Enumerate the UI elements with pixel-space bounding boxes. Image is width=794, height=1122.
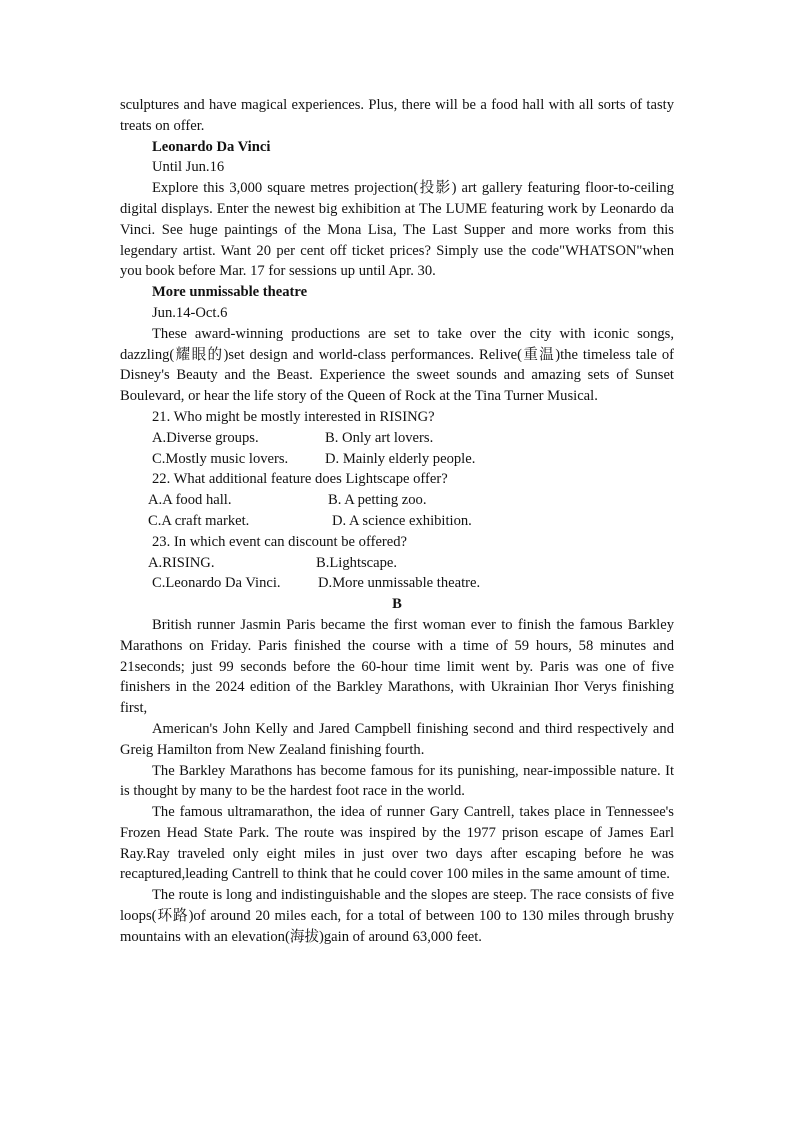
- question-23-options-row-1: [120, 553, 674, 574]
- option-b: B. A petting zoo.: [328, 492, 427, 509]
- option-d: D.More unmissable theatre.: [318, 575, 481, 592]
- option-b: B. Only art lovers.: [325, 429, 434, 446]
- option-c: C.Mostly music lovers.: [152, 450, 289, 467]
- question-21-options-row-2: [120, 449, 674, 470]
- event-date-theatre: Jun.14-Oct.6: [152, 304, 228, 321]
- option-b: B.Lightscape.: [316, 554, 398, 571]
- option-a: A.A food hall.: [148, 492, 232, 509]
- section-b-paragraph: The Barkley Marathons has become famous for its punishing, near-impossible nature. It is thought by many to be the hardest foot race in the world.: [120, 762, 674, 800]
- option-c: C.Leonardo Da Vinci.: [152, 575, 281, 592]
- option-d: D. Mainly elderly people.: [325, 450, 476, 467]
- question-22-options-row-1: [120, 490, 674, 511]
- section-b-paragraph: British runner Jasmin Paris became the first woman ever to finish the famous Barkley Marathons on Friday. Paris finished the course with a time of 59 hours, 58 minutes and 21seconds; just 99 seconds before the 60-hour time limit went by. Paris was one of five finishers in the 2024 edition of the Barkley Marathons, with Ukrainian Ihor Verys finishing first,: [120, 616, 674, 717]
- event-title-leonardo: Leonardo Da Vinci: [152, 138, 271, 155]
- paragraph-continued: sculptures and have magical experiences. Plus, there will be a food hall with all sorts of tasty treats on offer.: [120, 97, 674, 134]
- option-a: A.Diverse groups.: [152, 429, 259, 446]
- event-date-leonardo: Until Jun.16: [152, 159, 225, 176]
- question-22-stem: 22. What additional feature does Lightscape offer?: [152, 471, 448, 488]
- document-page: [120, 95, 674, 948]
- event-body-theatre: These award-winning productions are set to take over the city with iconic songs, dazzling(耀眼的)set design and world-class performances. Relive(重温)the timeless tale of Disney's Beauty and the Beast. Experience the sweet sounds and amazing sets of Sunset Boulevard, or hear the life story of the Queen of Rock at the Tina Turner Musical.: [120, 325, 674, 405]
- question-21-stem: 21. Who might be mostly interested in RISING?: [152, 408, 435, 425]
- question-23-stem: 23. In which event can discount be offered?: [152, 533, 408, 550]
- option-c: C.A craft market.: [148, 512, 250, 529]
- option-d: D. A science exhibition.: [332, 512, 472, 529]
- event-title-theatre: More unmissable theatre: [152, 284, 308, 301]
- section-b-label: B: [392, 596, 402, 613]
- question-22-options-row-2: [120, 511, 674, 532]
- section-b-paragraph: American's John Kelly and Jared Campbell finishing second and third respectively and Greig Hamilton from New Zealand finishing fourth.: [120, 720, 674, 758]
- question-23-options-row-2: [120, 573, 674, 594]
- question-21-options-row-1: [120, 428, 674, 449]
- section-b-paragraph: The route is long and indistinguishable and the slopes are steep. The race consists of five loops(环路)of around 20 miles each, for a total of between 100 to 130 miles through brushy mountains with an elevation(海拔)gain of around 63,000 feet.: [120, 887, 674, 945]
- option-a: A.RISING.: [148, 554, 215, 571]
- event-body-leonardo: Explore this 3,000 square metres projection(投影) art gallery featuring floor-to-ceiling digital displays. Enter the newest big exhibition at The LUME featuring work by Leonardo da Vinci. See huge paintings of the Mona Lisa, The Last Supper and more works from this legendary artist. Want 20 per cent off ticket prices? Simply use the code"WHATSON"when you book before Mar. 17 for sessions up until Apr. 30.: [120, 180, 674, 280]
- section-b-paragraph: The famous ultramarathon, the idea of runner Gary Cantrell, takes place in Tennessee's Frozen Head State Park. The route was inspired by the 1977 prison escape of James Earl Ray.Ray traveled only eight miles in just over two days after escaping before he was recaptured,leading Cantrell to think that he could cover 100 miles in the same amount of time.: [120, 804, 674, 883]
